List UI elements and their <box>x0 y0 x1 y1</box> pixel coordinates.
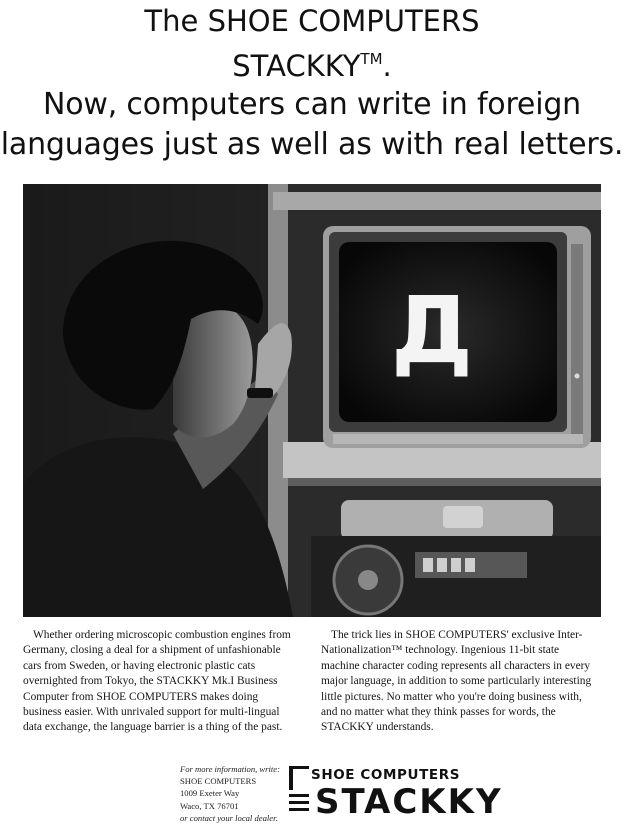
body-paragraph-right: The trick lies in SHOE COMPUTERS' exclusive Inter-Nationalization™ technology. Ingenious 11-bit state machine character coding represents all characters in every major language, in addition to some particularly interesting little pictures. No matter who you're doing business with, and no matter what they think passes for words, the STACKKY understands. <box>321 629 592 734</box>
body-column-left <box>23 628 299 736</box>
photo-illustration <box>23 184 601 617</box>
watch-icon <box>247 388 273 398</box>
contact-block <box>180 763 290 824</box>
headline-line-1: The SHOE COMPUTERS <box>144 4 480 38</box>
contact-dealer: or contact your local dealer. <box>180 812 278 823</box>
advertisement-photo <box>23 184 601 617</box>
headline-product: STACKKY <box>232 49 361 83</box>
headline-line-2 <box>0 40 624 85</box>
body-column-right <box>321 628 597 736</box>
headline <box>0 2 624 165</box>
power-led-icon <box>575 374 580 379</box>
shelf-top <box>273 192 601 210</box>
logo-brand-name: SHOE COMPUTERS <box>311 767 461 783</box>
headline-period: . <box>382 49 392 83</box>
screen-glyph: Д <box>391 277 473 384</box>
contact-city: Waco, TX 76701 <box>180 800 239 811</box>
contact-company: SHOE COMPUTERS <box>180 776 257 787</box>
headline-line-3: Now, computers can write in foreign <box>43 87 581 122</box>
headline-line-4: languages just as well as with real letters. <box>0 127 624 162</box>
trademark-mark: TM <box>360 50 383 68</box>
brand-logo <box>285 764 605 822</box>
contact-intro: For more information, write: <box>180 764 280 774</box>
logo-product-name: STACKKY <box>315 782 503 822</box>
logo-stack-icon <box>289 794 313 820</box>
body-paragraph-left: Whether ordering microscopic combustion engines from Germany, closing a deal for a shipment of unfashionable cars from Sweden, or having electronic plastic cats overnighted from Tokyo, the STACKKY Mk.I Business Computer from SHOE COMPUTERS makes doing business easier. With unrivaled support for multi-lingual data exchange, the language barrier is a thing of the past. <box>23 629 291 734</box>
logo-bracket-icon <box>289 766 293 790</box>
contact-street: 1009 Exeter Way <box>180 788 240 799</box>
